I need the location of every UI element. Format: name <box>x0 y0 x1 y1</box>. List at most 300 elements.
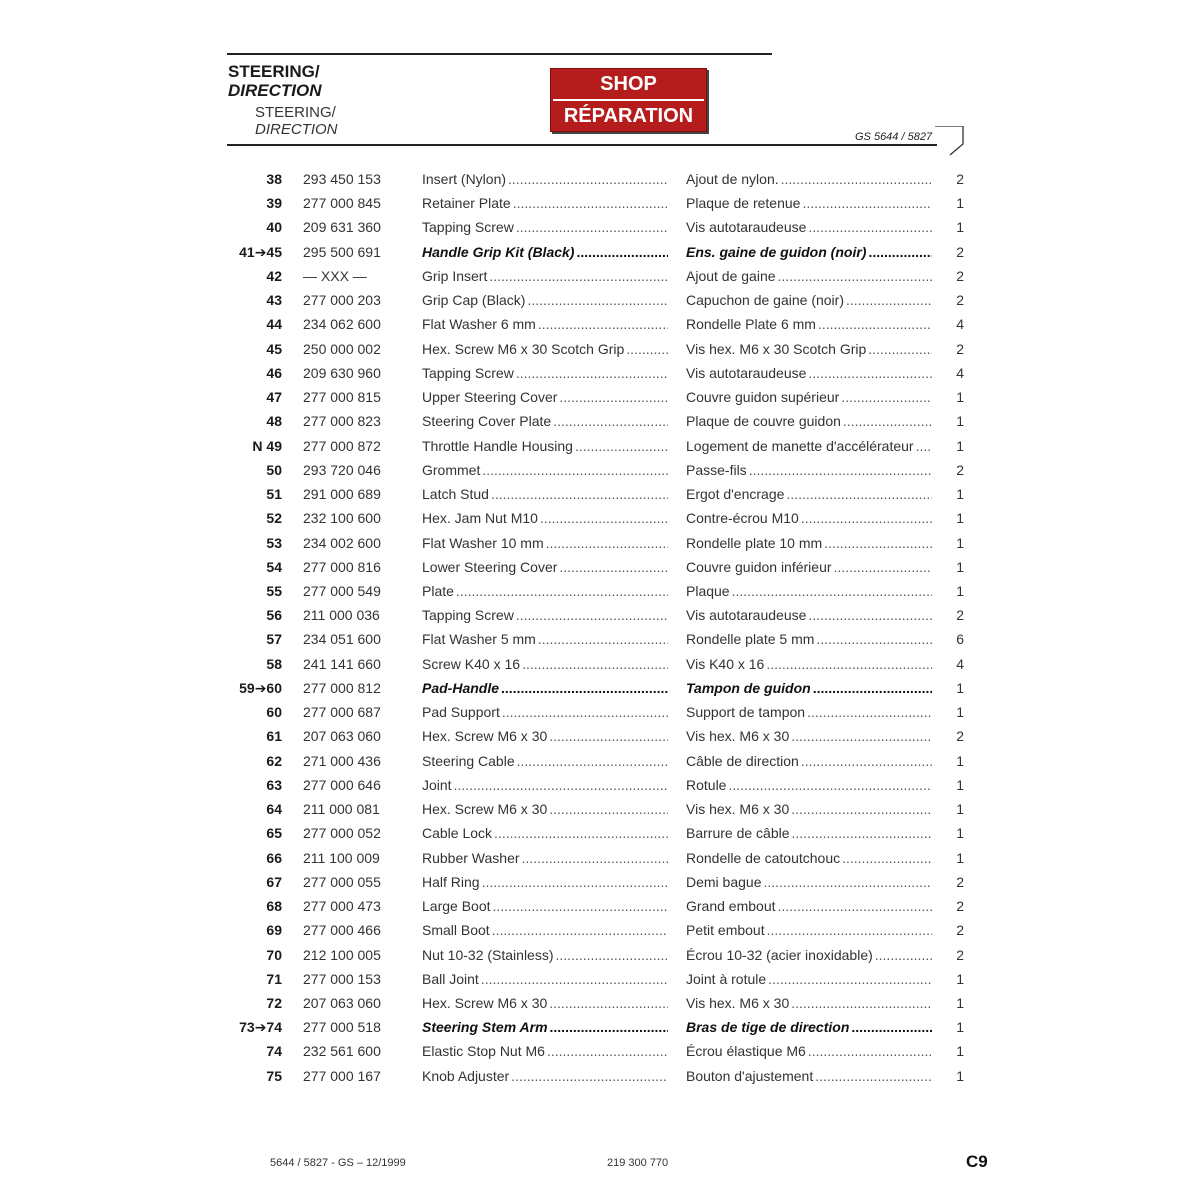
dot-leader <box>540 510 668 526</box>
part-row <box>230 532 965 556</box>
description-en <box>422 559 668 575</box>
dot-leader <box>807 704 932 720</box>
description-fr-text: Câble de direction <box>686 752 799 769</box>
dot-leader <box>816 631 932 647</box>
part-number: 277 000 055 <box>303 873 381 890</box>
part-row <box>230 265 965 289</box>
part-number: 295 500 691 <box>303 243 381 260</box>
ref-number: 46 <box>266 364 282 381</box>
description-en <box>422 486 668 502</box>
description-fr <box>686 1019 932 1035</box>
description-fr-text: Demi bague <box>686 873 762 890</box>
dot-leader <box>516 365 668 381</box>
part-row <box>230 798 965 822</box>
part-row <box>230 774 965 798</box>
description-fr <box>686 971 932 987</box>
quantity: 1 <box>956 1067 964 1084</box>
quantity: 1 <box>956 534 964 551</box>
ref-number: 66 <box>266 849 282 866</box>
quantity: 1 <box>956 389 964 406</box>
description-fr-text: Plaque <box>686 582 730 599</box>
part-number: 277 000 812 <box>303 679 381 696</box>
description-fr-text: Passe-fils <box>686 461 747 478</box>
ref-number: 70 <box>266 946 282 963</box>
ref-number: N 49 <box>252 437 282 454</box>
part-row <box>230 192 965 216</box>
description-en-text: Joint <box>422 776 452 793</box>
part-number: 211 100 009 <box>303 849 380 866</box>
dot-leader <box>802 195 932 211</box>
part-number: 277 000 823 <box>303 413 381 430</box>
ref-number: 55 <box>266 582 282 599</box>
description-fr <box>686 219 932 235</box>
description-en-text: Steering Cable <box>422 752 515 769</box>
description-fr <box>686 535 932 551</box>
description-en <box>422 316 668 332</box>
quantity: 2 <box>956 267 964 284</box>
part-row <box>230 168 965 192</box>
dot-leader <box>454 777 668 793</box>
description-fr-text: Vis autotaraudeuse <box>686 364 807 381</box>
description-fr-text: Logement de manette d'accélérateur <box>686 437 914 454</box>
description-fr-text: Couvre guidon supérieur <box>686 389 840 406</box>
footer-doc-number: 219 300 770 <box>607 1157 669 1169</box>
quantity: 2 <box>956 292 964 309</box>
description-fr-text: Ajout de gaine <box>686 267 776 284</box>
part-row <box>230 338 965 362</box>
dot-leader <box>517 753 668 769</box>
dot-leader <box>815 1068 932 1084</box>
quantity: 1 <box>956 195 964 212</box>
dot-leader <box>808 365 932 381</box>
description-en-text: Flat Washer 10 mm <box>422 534 544 551</box>
description-fr-text: Ergot d'encrage <box>686 486 785 503</box>
ref-number: 75 <box>266 1067 282 1084</box>
section-title-en: STEERING/ <box>228 62 320 81</box>
dot-leader <box>511 1068 668 1084</box>
description-fr-text: Vis hex. M6 x 30 <box>686 994 790 1011</box>
dot-leader <box>492 922 668 938</box>
dot-leader <box>851 1019 932 1035</box>
dot-leader <box>875 947 932 963</box>
part-row <box>230 580 965 604</box>
quantity: 2 <box>956 243 964 260</box>
part-row <box>230 507 965 531</box>
description-en-text: Tapping Screw <box>422 364 514 381</box>
dot-leader <box>491 486 668 502</box>
dot-leader <box>791 995 932 1011</box>
part-row <box>230 604 965 628</box>
description-en-text: Hex. Screw M6 x 30 <box>422 994 548 1011</box>
description-fr-text: Ajout de nylon. <box>686 171 779 187</box>
description-en-text: Steering Cover Plate <box>422 413 552 430</box>
ref-number: 69 <box>266 922 282 939</box>
description-en-text: Grip Cap (Black) <box>422 292 526 309</box>
ref-number: 45 <box>266 340 282 357</box>
dot-leader <box>481 971 668 987</box>
part-row <box>230 386 965 410</box>
part-number: 234 051 600 <box>303 631 381 648</box>
dot-leader <box>764 874 933 890</box>
description-en-text: Pad Support <box>422 704 500 721</box>
description-fr <box>686 583 932 599</box>
dot-leader <box>553 413 668 429</box>
ref-number: 73➔74 <box>239 1019 282 1036</box>
dot-leader <box>767 922 932 938</box>
description-fr-text: Vis hex. M6 x 30 <box>686 801 790 818</box>
ref-number: 52 <box>266 510 282 527</box>
part-row <box>230 822 965 846</box>
part-row <box>230 871 965 895</box>
ref-number: 42 <box>266 267 282 284</box>
dot-leader <box>549 801 668 817</box>
description-en <box>422 438 668 454</box>
ref-number: 53 <box>266 534 282 551</box>
dot-leader <box>792 825 932 841</box>
dot-leader <box>728 777 932 793</box>
description-en-text: Small Boot <box>422 922 490 939</box>
ref-number: 59➔60 <box>239 679 282 696</box>
part-row <box>230 1065 965 1089</box>
description-fr <box>686 462 932 478</box>
description-en <box>422 995 668 1011</box>
dot-leader <box>801 753 932 769</box>
part-number: 277 000 845 <box>303 195 381 212</box>
description-fr <box>686 898 932 914</box>
description-fr <box>686 704 932 720</box>
description-en-text: Knob Adjuster <box>422 1067 510 1084</box>
quantity: 6 <box>956 631 964 648</box>
dot-leader <box>494 825 668 841</box>
quantity: 2 <box>956 873 964 890</box>
dot-leader <box>791 728 932 744</box>
quantity: 1 <box>956 801 964 818</box>
part-number: 277 000 167 <box>303 1067 381 1084</box>
ref-number: 48 <box>266 413 282 430</box>
part-number: 234 002 600 <box>303 534 381 551</box>
part-number: 277 000 203 <box>303 292 381 309</box>
quantity: 1 <box>956 849 964 866</box>
description-fr-text: Rondelle Plate 6 mm <box>686 316 816 333</box>
part-row <box>230 919 965 943</box>
description-en <box>422 753 668 769</box>
description-fr <box>686 389 932 405</box>
description-fr-text: Vis hex. M6 x 30 Scotch Grip <box>686 340 867 357</box>
part-row <box>230 241 965 265</box>
dot-leader <box>808 1043 932 1059</box>
ref-number: 62 <box>266 752 282 769</box>
description-fr-text: Rondelle de catoutchouc <box>686 849 841 866</box>
quantity: 1 <box>956 413 964 430</box>
dot-leader <box>556 947 668 963</box>
part-number: 277 000 473 <box>303 898 381 915</box>
quantity: 1 <box>956 1043 964 1060</box>
part-number: 212 100 005 <box>303 946 381 963</box>
description-fr-text: Barrure de câble <box>686 825 790 842</box>
description-en <box>422 535 668 551</box>
part-number: — XXX — <box>303 267 367 284</box>
description-en <box>422 244 668 260</box>
description-en-text: Pad-Handle <box>422 679 500 696</box>
description-en <box>422 874 668 890</box>
section-subtitle <box>255 104 338 138</box>
model-reference: GS 5644 / 5827 <box>855 131 933 143</box>
description-en <box>422 268 668 284</box>
dot-leader <box>522 656 668 672</box>
description-fr <box>686 995 932 1011</box>
description-fr-text: Plaque de couvre guidon <box>686 413 841 430</box>
ref-number: 64 <box>266 801 282 818</box>
description-en-text: Grommet <box>422 461 481 478</box>
part-number: 277 000 153 <box>303 970 381 987</box>
ref-number: 65 <box>266 825 282 842</box>
quantity: 4 <box>956 316 964 333</box>
dot-leader <box>791 801 932 817</box>
ref-number: 51 <box>266 486 282 503</box>
part-number: 250 000 002 <box>303 340 381 357</box>
quantity: 2 <box>956 607 964 624</box>
ref-number: 71 <box>266 970 282 987</box>
quantity: 2 <box>956 340 964 357</box>
dot-leader <box>841 389 932 405</box>
description-en <box>422 922 668 938</box>
description-en <box>422 219 668 235</box>
description-en-text: Lower Steering Cover <box>422 558 558 575</box>
part-row <box>230 992 965 1016</box>
description-en-text: Grip Insert <box>422 267 488 284</box>
description-fr-text: Capuchon de gaine (noir) <box>686 292 844 309</box>
part-number: 277 000 052 <box>303 825 381 842</box>
description-en <box>422 195 668 211</box>
description-fr <box>686 947 932 963</box>
description-en <box>422 898 668 914</box>
description-en <box>422 1068 668 1084</box>
dot-leader <box>493 898 669 914</box>
quantity: 1 <box>956 558 964 575</box>
dot-leader <box>824 535 932 551</box>
part-row <box>230 1016 965 1040</box>
ref-number: 74 <box>266 1043 282 1060</box>
description-en-text: Screw K40 x 16 <box>422 655 521 672</box>
description-fr-text: Vis autotaraudeuse <box>686 219 807 236</box>
part-row <box>230 483 965 507</box>
description-en-text: Plate <box>422 582 454 599</box>
dot-leader <box>576 244 668 260</box>
description-en-text: Retainer Plate <box>422 195 511 212</box>
quantity: 1 <box>956 825 964 842</box>
dot-leader <box>808 607 932 623</box>
description-fr <box>686 801 932 817</box>
dot-leader <box>781 171 932 187</box>
description-en <box>422 365 668 381</box>
part-number: 207 063 060 <box>303 728 381 745</box>
description-en <box>422 413 668 429</box>
dot-leader <box>778 268 932 284</box>
description-en <box>422 607 668 623</box>
quantity: 1 <box>956 704 964 721</box>
ref-number: 67 <box>266 873 282 890</box>
description-fr-text: Bouton d'ajustement <box>686 1067 814 1084</box>
part-number: 277 000 872 <box>303 437 381 454</box>
quantity: 1 <box>956 970 964 987</box>
description-fr <box>686 510 932 526</box>
part-number: 232 100 600 <box>303 510 381 527</box>
description-en-text: Flat Washer 6 mm <box>422 316 536 333</box>
ref-number: 58 <box>266 655 282 672</box>
description-en-text: Throttle Handle Housing <box>422 437 573 454</box>
description-en-text: Rubber Washer <box>422 849 520 866</box>
description-en <box>422 510 668 526</box>
part-number: 293 720 046 <box>303 461 381 478</box>
part-row <box>230 435 965 459</box>
dot-leader <box>868 244 932 260</box>
description-fr <box>686 559 932 575</box>
description-en <box>422 728 668 744</box>
description-fr <box>686 486 932 502</box>
dot-leader <box>482 462 668 478</box>
ref-number: 47 <box>266 389 282 406</box>
shop-reparation-badge <box>550 68 707 132</box>
description-en <box>422 680 668 696</box>
quantity: 4 <box>956 364 964 381</box>
part-number: 277 000 816 <box>303 558 381 575</box>
part-row <box>230 677 965 701</box>
part-number: 293 450 153 <box>303 171 381 187</box>
part-number: 277 000 687 <box>303 704 381 721</box>
quantity: 2 <box>956 171 964 187</box>
part-row <box>230 725 965 749</box>
description-fr <box>686 777 932 793</box>
description-en-text: Insert (Nylon) <box>422 171 507 187</box>
description-fr-text: Vis K40 x 16 <box>686 655 765 672</box>
part-number: 234 062 600 <box>303 316 381 333</box>
quantity: 1 <box>956 486 964 503</box>
dot-leader <box>916 438 932 454</box>
part-row <box>230 459 965 483</box>
parts-list <box>230 168 965 1089</box>
description-en-text: Large Boot <box>422 898 491 915</box>
part-number: 211 000 081 <box>303 801 380 818</box>
dot-leader <box>626 341 668 357</box>
description-fr <box>686 874 932 890</box>
description-fr <box>686 195 932 211</box>
part-number: 232 561 600 <box>303 1043 381 1060</box>
description-fr <box>686 365 932 381</box>
quantity: 2 <box>956 922 964 939</box>
part-row <box>230 653 965 677</box>
dot-leader <box>801 510 932 526</box>
dot-leader <box>842 850 932 866</box>
part-row <box>230 1040 965 1064</box>
description-en <box>422 1019 668 1035</box>
description-fr <box>686 753 932 769</box>
description-en-text: Hex. Jam Nut M10 <box>422 510 538 527</box>
description-en <box>422 971 668 987</box>
dot-leader <box>786 486 932 502</box>
dot-leader <box>547 1043 668 1059</box>
part-number: 277 000 466 <box>303 922 381 939</box>
description-en <box>422 801 668 817</box>
part-row <box>230 628 965 652</box>
description-fr-text: Grand embout <box>686 898 776 915</box>
description-fr <box>686 680 932 696</box>
description-fr <box>686 316 932 332</box>
dot-leader <box>538 316 668 332</box>
ref-number: 61 <box>266 728 282 745</box>
ref-number: 60 <box>266 704 282 721</box>
ref-number: 57 <box>266 631 282 648</box>
description-en-text: Hex. Screw M6 x 30 Scotch Grip <box>422 340 625 357</box>
ref-number: 68 <box>266 898 282 915</box>
description-en-text: Elastic Stop Nut M6 <box>422 1043 545 1060</box>
badge-shop-label: SHOP <box>600 73 657 95</box>
dot-leader <box>768 971 932 987</box>
description-fr-text: Petit embout <box>686 922 765 939</box>
quantity: 1 <box>956 219 964 236</box>
description-en <box>422 583 668 599</box>
description-en <box>422 389 668 405</box>
dot-leader <box>550 1019 668 1035</box>
description-en <box>422 704 668 720</box>
description-en-text: Latch Stud <box>422 486 489 503</box>
quantity: 1 <box>956 994 964 1011</box>
description-en <box>422 462 668 478</box>
description-fr <box>686 341 932 357</box>
description-fr <box>686 631 932 647</box>
dot-leader <box>732 583 932 599</box>
ref-number: 39 <box>266 195 282 212</box>
dot-leader <box>549 995 668 1011</box>
description-fr-text: Couvre guidon inférieur <box>686 558 832 575</box>
dot-leader <box>749 462 932 478</box>
quantity: 1 <box>956 1019 964 1036</box>
description-en-text: Nut 10-32 (Stainless) <box>422 946 554 963</box>
dot-leader <box>778 898 933 914</box>
part-row <box>230 410 965 434</box>
description-fr <box>686 1043 932 1059</box>
description-fr <box>686 607 932 623</box>
dot-leader <box>502 704 668 720</box>
dot-leader <box>846 292 932 308</box>
quantity: 2 <box>956 461 964 478</box>
ref-number: 72 <box>266 994 282 1011</box>
dot-leader <box>766 656 932 672</box>
dot-leader <box>834 559 932 575</box>
page-number: C9 <box>966 1152 988 1171</box>
badge-reparation-label: RÉPARATION <box>563 105 694 127</box>
quantity: 4 <box>956 655 964 672</box>
part-row <box>230 313 965 337</box>
dot-leader <box>522 850 668 866</box>
ref-number: 40 <box>266 219 282 236</box>
part-row <box>230 362 965 386</box>
ref-number: 63 <box>266 776 282 793</box>
description-fr <box>686 850 932 866</box>
description-fr <box>686 413 932 429</box>
description-fr-text: Vis hex. M6 x 30 <box>686 728 790 745</box>
description-fr <box>686 438 932 454</box>
quantity: 1 <box>956 776 964 793</box>
description-en-text: Flat Washer 5 mm <box>422 631 536 648</box>
description-fr-text: Écrou 10-32 (acier inoxidable) <box>686 946 873 963</box>
dot-leader <box>527 292 668 308</box>
description-fr-text: Tampon de guidon <box>686 679 811 696</box>
description-en <box>422 631 668 647</box>
part-number: 209 631 360 <box>303 219 381 236</box>
section-subtitle-fr: DIRECTION <box>255 121 338 138</box>
part-number: 277 000 815 <box>303 389 381 406</box>
section-title <box>228 62 322 100</box>
